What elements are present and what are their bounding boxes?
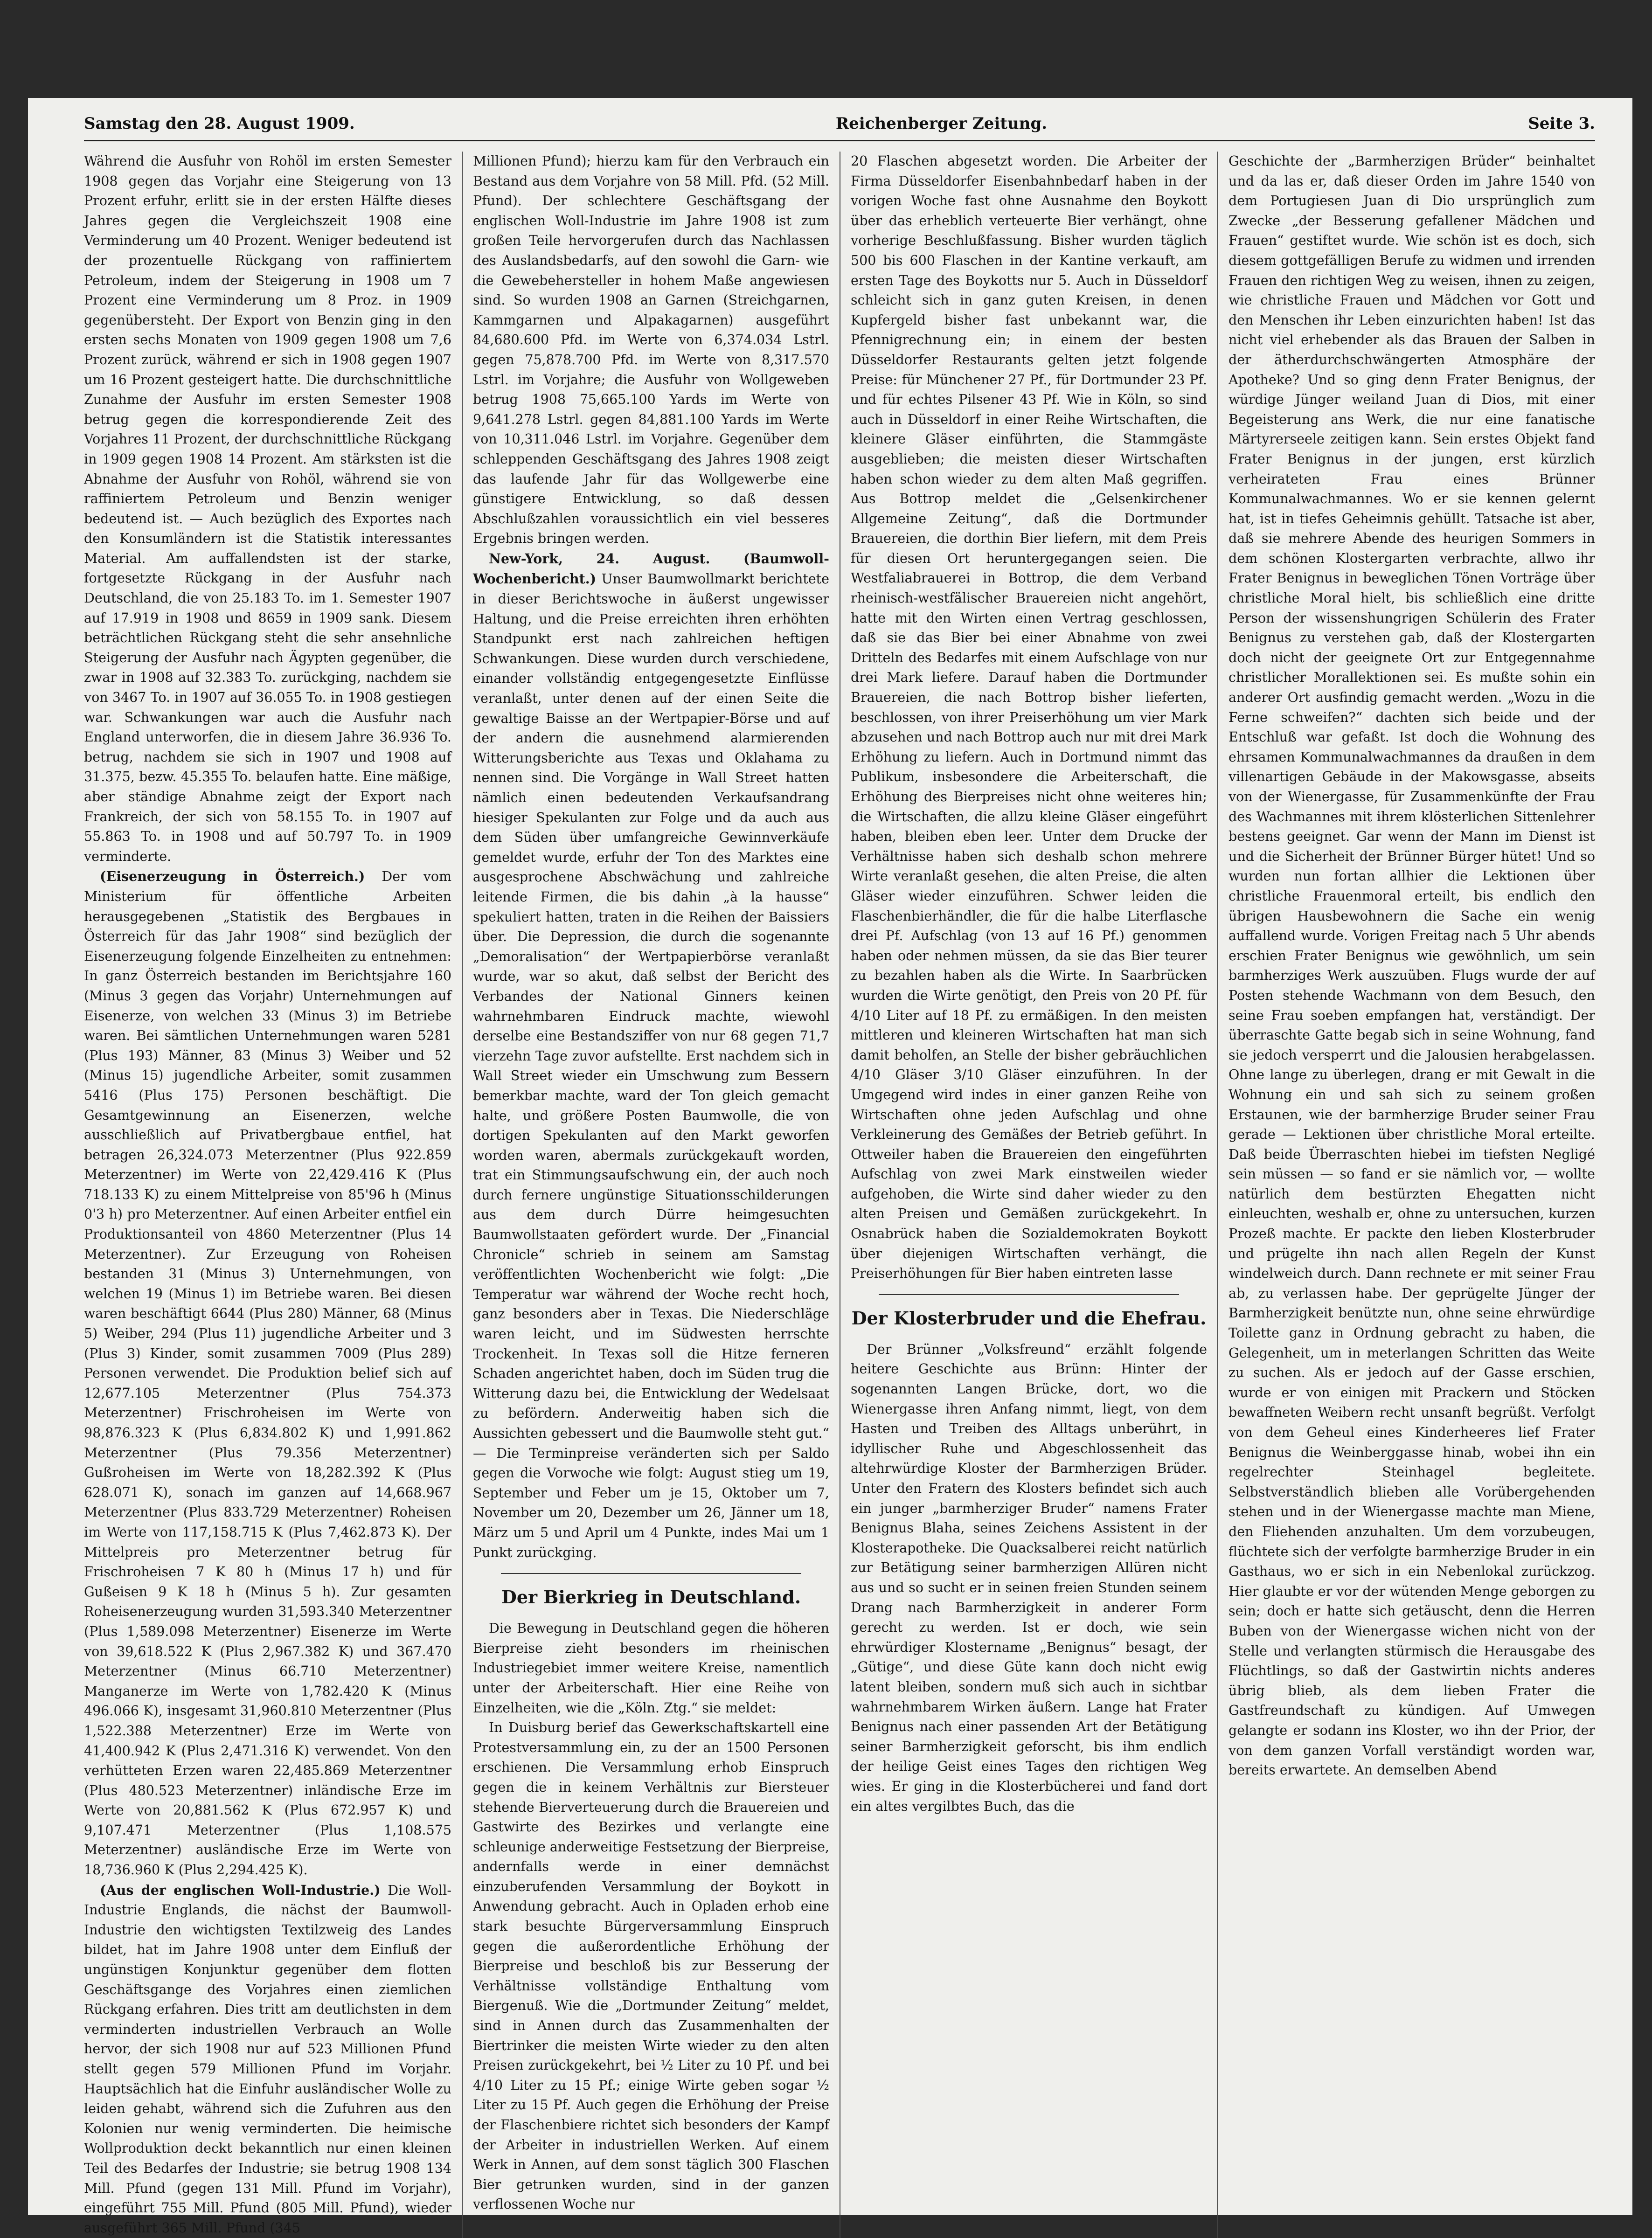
article-lead: (Aus der englischen Woll-Industrie.) <box>100 1882 381 1898</box>
section-rule <box>501 1573 801 1574</box>
column-1 <box>84 152 462 2238</box>
text-columns <box>84 152 1595 2236</box>
column-3 <box>840 152 1217 2238</box>
running-head <box>84 107 1595 141</box>
article-lead: (Eisenerzeugung in Österreich.) <box>100 868 365 885</box>
article-wool-continued: Millionen Pfund); hierzu kam für den Verbrauch ein Bestand aus dem Vorjahre von 58 Mill. Pfd. (52 Mill. Pfund). Der schlechtere Geschäftsgang der englischen Woll-Industrie im Jahre 1908 ist zum großen Teile hervorgerufen durch das Nachlassen des Auslandsbedarfs, auf den sowohl die Garn- wie die Gewebehersteller in hohem Maße angewiesen sind. So wurden 1908 an Garnen (Streichgarnen, Kammgarnen und Alpakagarnen) ausgeführt 84,680.600 Pfd. im Werte von 6,374.034 Lstrl. gegen 75,878.700 Pfd. im Werte von 8,317.570 Lstrl. im Vorjahre; die Ausfuhr von Wollgeweben betrug 1908 75,665.100 Yards im Werte von 9,641.278 Lstrl. gegen 84,881.100 Yards im Werte von 10,311.046 Lstrl. im Vorjahre. Gegenüber dem schleppenden Geschäftsgang des Jahres 1908 zeigt das laufende Jahr für das Wollgewerbe eine günstigere Entwicklung, so daß dessen Abschlußzahlen voraussichtlich ein viel besseres Ergebnis bringen werden. <box>473 153 829 547</box>
article-cotton-report <box>473 549 829 1563</box>
headline-beer-war: Der Bierkrieg in Deutschland. <box>501 1587 801 1608</box>
article-monk-story-continued: Geschichte der „Barmherzigen Brüder“ beinhaltet und da las er, daß dieser Orden im Jahre 1540 von dem Portugiesen Juan di Dio ursprünglich zum Zwecke „der Besserung gefallener Mädchen und Frauen“ gestiftet wurde. Wie schön ist es doch, sich diesem gottgefälligen Berufe zu widmen und irrenden Frauen den richtigen Weg zu weisen, ihnen zu zeigen, wie christliche Frauen und Mädchen vor Gott und den Menschen ihr Leben einzurichten haben! Ist das nicht viel erhebender als das Brauen der Salben in der ätherdurchschwängerten Atmosphäre der Apotheke? Und so ging denn Frater Benignus, der würdige Jünger weiland Juan di Dios, mit einer Begeisterung ans Werk, die nur eine fanatische Märtyrerseele zeitigen kann. Sein erstes Objekt fand Frater Benignus in der jungen, erst kürzlich verheirateten Frau eines Brünner Kommunalwachmannes. Wo er sie kennen gelernt hat, ist in tiefes Geheimnis gehüllt. Tatsache ist aber, daß sie mehrere Abende des heurigen Sommers in dem schönen Klostergarten verbrachte, allwo ihr Frater Benignus in beweglichen Tönen Vorträge über christliche Moral hielt, bis schließlich eine dritte Person der wissenshungrigen Schülerin des Frater Benignus zu verstehen gab, daß der Klostergarten doch nicht der geeignete Ort zur Entgegennahme christlicher Morallektionen sei. Es mußte sohin ein anderer Ort ausfindig gemacht werden. „Wozu in die Ferne schweifen?“ dachten sich beide und der Entschluß war gefaßt. Ist doch die Wohnung des ehrsamen Kommunalwachmannes da draußen in dem villenartigen Gebäude in der Makowsgasse, abseits von der Wienergasse, für Zusammenkünfte der Frau des Wachmannes mit ihrem klösterlichen Sittenlehrer bestens geeignet. Gar wenn der Mann im Dienst ist und die Sicherheit der Brünner Bürger hütet! Und so wurden nun fortan allhier die Lektionen über christliche Frauenmoral erteilt, bis endlich den übrigen Hausbewohnern die Sache ein wenig auffallend wurde. Vorigen Freitag nach 5 Uhr abends erschien Frater Benignus wie gewöhnlich, um sein barmherziges Werk auszuüben. Flugs wurde der auf Posten stehende Wachmann von dem Besuch, den seine Frau soeben empfangen hat, verständigt. Der überraschte Gatte begab sich in seine Wohnung, fand sie jedoch versperrt und die Jalousien herabgelassen. Ohne lange zu überlegen, drang er mit Gewalt in die Wohnung ein und sah sich zu seinem großen Erstaunen, wie der barmherzige Bruder seiner Frau gerade — Lektionen über christliche Moral erteilte. Daß beide Überraschten hiebei im tiefsten Negligé sein müssen — so fand er sie nämlich vor, — wollte natürlich dem bestürzten Ehegatten nicht einleuchten, weshalb er, ohne zu untersuchen, kurzen Prozeß machte. Er packte den lieben Klosterbruder und prügelte ihn nach allen Regeln der Kunst windelweich durch. Dann rechnete er mit seiner Frau ab, zu verlassen habe. Der geprügelte Jünger der Barmherzigkeit benützte nun, ohne seine ehrwürdige Toilette ganz in Ordnung gebracht zu haben, die Gelegenheit, um in meterlangen Schritten das Weite zu suchen. Als er jedoch auf der Gasse erschien, wurde er von einigen mit Prackern und Stöcken bewaffneten Weibern recht unsanft begrüßt. Verfolgt von dem Geheul eines Kinderheeres lief Frater Benignus die Weinberggasse hinab, wobei ihn ein regelrechter Steinhagel begleitete. Selbstverständlich blieben alle Vorübergehenden stehen und in der Wienergasse machte man Miene, den Fliehenden anzuhalten. Um dem vorzubeugen, flüchtete sich der verfolgte barmherzige Bruder in ein Gasthaus, wo er sich in ein Nebenlokal zurückzog. Hier glaubte er vor der wütenden Menge geborgen zu sein; doch er hatte sich getäuscht, denn die Herren Buben von der Wienergasse wichen nicht von der Stelle und verlangten stürmisch die Herausgabe des Flüchtlings, so daß der Gastwirtin nichts anderes übrig blieb, als dem lieben Frater die Gastfreundschaft zu kündigen. Auf Umwegen gelangte er sodann ins Kloster, wo ihn der Prior, der von dem ganzen Vorfall verständigt worden war, bereits erwartete. An demselben Abend <box>1229 153 1595 1778</box>
article-body: Der vom Ministerium für öffentliche Arbeiten herausgegebenen „Statistik des Bergbaues in Österreich für das Jahr 1908“ sind bezüglich der Eisenerzeugung folgende Einzelheiten zu entnehmen: In ganz Österreich bestanden im Berichtsjahre 160 (Minus 3 gegen das Vorjahr) Unternehmungen auf Eisenerze, von welchen 33 (Minus 3) im Betriebe waren. Bei sämtlichen Unternehmungen waren 5281 (Plus 193) Männer, 83 (Minus 3) Weiber und 52 (Minus 15) jugendliche Arbeiter, somit zusammen 5416 (Plus 175) Personen beschäftigt. Die Gesamtgewinnung an Eisenerzen, welche ausschließlich auf Privatbergbaue entfiel, hat betragen 26,324.073 Meterzentner (Plus 922.859 Meterzentner) im Werte von 22,429.416 K (Plus 718.133 K) zu einem Mittelpreise von 85'96 h (Minus 0'3 h) pro Meterzentner. Auf einen Arbeiter entfiel ein Produktionsanteil von 4860 Meterzentner (Plus 14 Meterzentner). Zur Erzeugung von Roheisen bestanden 31 (Minus 3) Unternehmungen, von welchen 19 (Minus 1) im Betriebe waren. Bei diesen waren beschäftigt 6644 (Plus 280) Männer, 68 (Minus 5) Weiber, 294 (Plus 11) jugendliche Arbeiter und 3 (Plus 3) Kinder, somit zusammen 7009 (Plus 289) Personen verwendet. Die Produktion belief sich auf 12,677.105 Meterzentner (Plus 754.373 Meterzentner) Frischroheisen im Werte von 98,876.323 K (Plus 6,834.802 K) und 1,991.862 Meterzentner (Plus 79.356 Meterzentner) Gußroheisen im Werte von 18,282.392 K (Plus 628.071 K), sonach im ganzen auf 14,668.967 Meterzentner (Plus 833.729 Meterzentner) Roheisen im Werte von 117,158.715 K (Plus 7,462.873 K). Der Mittelpreis pro Meterzentner betrug für Frischroheisen 7 K 80 h (Minus 17 h) und für Gußeisen 9 K 18 h (Minus 5 h). Zur gesamten Roheisenerzeugung wurden 31,593.340 Meterzentner (Plus 1,589.098 Meterzentner) Eisenerze im Werte von 39,618.522 K (Plus 2,967.382 K) und 367.470 Meterzentner (Minus 66.710 Meterzentner) Manganerze im Werte von 1,782.420 K (Minus 496.066 K), insgesamt 31,960.810 Meterzentner (Plus 1,522.388 Meterzentner) Erze im Werte von 41,400.942 K (Plus 2,471.316 K) verwendet. Von den verhütteten Erzen waren 22,485.869 Meterzentner (Plus 480.523 Meterzentner) inländische Erze im Werte von 20,881.562 K (Plus 672.957 K) und 9,107.471 Meterzentner (Plus 1,108.575 Meterzentner) ausländische Erze im Werte von 18,736.960 K (Plus 2,294.425 K). <box>84 869 452 1878</box>
headline-monk-and-wife: Der Klosterbruder und die Ehefrau. <box>851 1307 1207 1329</box>
masthead: Reichenberger Zeitung. <box>835 114 1048 133</box>
article-iron-production <box>84 866 451 1880</box>
article-body: Unser Baumwollmarkt berichtete in dieser Berichtswoche in äußerst ungewisser Haltung, und die Preise erreichten ihren erhöhten Standpunkt erst nach zahlreichen heftigen Schwankungen. Diese wurden durch verschiedene, einander vollständig entgegengesetzte Einflüsse veranlaßt, unter denen auf der einen Seite die gewaltige Baisse an der Wertpapier-Börse und auf der andern die ausnehmend alarmierenden Witterungsberichte aus Texas und Oklahama zu nennen sind. Die Vorgänge in Wall Street hatten nämlich einen bedeutenden Verkaufsandrang hiesiger Spekulanten zur Folge und da auch aus dem Süden über umfangreiche Gewinnverkäufe gemeldet wurde, erfuhr der Ton des Marktes eine ausgesprochene Abschwächung und zahlreiche leitende Firmen, die bis dahin „à la hausse“ spekuliert hatten, traten in die Reihen der Baissiers über. Die Depression, die durch die sogenannte „Demoralisation“ der Wertpapierbörse veranlaßt wurde, war so akut, daß selbst der Bericht des Verbandes der National Ginners keinen wahrnehmbaren Eindruck machte, wiewohl derselbe eine Bestandsziffer von nur 68 gegen 71,7 vierzehn Tage zuvor aufstellte. Erst nachdem sich in Wall Street wieder ein Umschwung zum Bessern bemerkbar machte, ward der Ton gleich gemacht halte, und größere Posten Baumwolle, die von dortigen Spekulanten auf den Markt geworfen worden waren, abermals zurückgekauft worden, trat ein Stimmungsaufschwung ein, der auch noch durch fernere ungünstige Situationsschilderungen aus dem durch Dürre heimgesuchten Baumwollstaaten gefördert wurde. Der „Financial Chronicle“ schrieb in seinem am Samstag veröffentlichten Wochenbericht wie folgt: „Die Temperatur war während der Woche recht hoch, ganz besonders aber in Texas. Die Niederschläge waren leicht, und im Südwesten herrschte Trockenheit. In Texas soll die Hitze ferneren Schaden angerichtet haben, doch im Süden trug die Witterung dazu bei, die Entwicklung der Wedelsaat zu befördern. Anderweitig haben sich die Aussichten gebessert und die Baumwolle steht gut.“ — Die Terminpreise veränderten sich per Saldo gegen die Vorwoche wie folgt: August stieg um 19, September und Feber um je 15, Oktober um 7, November um 20, Dezember um 26, Jänner um 18, März um 5 und April um 4 Punkte, indes Mai um 1 Punkt zurückging. <box>473 571 829 1560</box>
article-oil-export: Während die Ausfuhr von Rohöl im ersten Semester 1908 gegen das Vorjahr eine Steigerung von 13 Prozent erfuhr, erlitt sie in der ersten Hälfte dieses Jahres gegen die Vergleichszeit 1908 eine Verminderung um 40 Prozent. Weniger bedeutend ist der prozentuelle Rückgang von raffiniertem Petroleum, indem der Steigerung in 1908 um 7 Prozent eine Verminderung um 8 Proz. in 1909 gegenübersteht. Der Export von Benzin ging in den ersten sechs Monaten von 1909 gegen 1908 um 7,6 Prozent zurück, während er sich in 1908 gegen 1907 um 16 Prozent gesteigert hatte. Die durchschnittliche Zunahme der Ausfuhr im ersten Semester 1908 betrug gegen die korrespondierende Zeit des Vorjahres 11 Prozent, der durchschnittliche Rückgang in 1909 gegen 1908 14 Prozent. Am stärksten ist die Abnahme der Ausfuhr von Rohöl, während sie von raffiniertem Petroleum und Benzin weniger bedeutend ist. — Auch bezüglich des Exportes nach den Konsumländern ist die Statistik interessantes Material. Am auffallendsten ist der starke, fortgesetzte Rückgang in der Ausfuhr nach Deutschland, die von 25.183 To. im 1. Semester 1907 auf 17.919 in 1908 und 8659 in 1909 sank. Diesem beträchtlichen Rückgang steht die sehr ansehnliche Steigerung der Ausfuhr nach Ägypten gegenüber, die zwar in 1908 auf 32.383 To. zurückging, nachdem sie von 3467 To. in 1907 auf 36.055 To. in 1908 gestiegen war. Schwankungen war auch die Ausfuhr nach England unterworfen, die in diesem Jahre 36.936 To. betrug, nachdem sie sich in 1907 und 1908 auf 31.375, bezw. 45.355 To. belaufen hatte. Eine mäßige, aber ständige Abnahme zeigt der Export nach Frankreich, der sich von 58.155 To. in 1907 auf 55.863 To. in 1908 und auf 50.797 To. in 1909 verminderte. <box>84 153 451 864</box>
section-rule <box>879 1294 1179 1295</box>
article-beer-war-intro: Die Bewegung in Deutschland gegen die höheren Bierpreise zieht besonders im rheinischen Industriegebiet immer weitere Kreise, namentlich unter der Arbeiterschaft. Hier eine Reihe von Einzelheiten, wie die „Köln. Ztg.“ sie meldet: <box>473 1621 829 1716</box>
column-2 <box>462 152 840 2238</box>
article-body: Die Woll-Industrie Englands, die nächst der Baumwoll-Industrie den wichtigsten Textilzweig des Landes bildet, hat im Jahre 1908 unter dem Einfluß der ungünstigen Konjunktur gegenüber dem flotten Geschäftsgange des Vorjahres einen ziemlichen Rückgang erfahren. Dies tritt am deutlichsten in dem verminderten industriellen Verbrauch an Wolle hervor, der sich 1908 nur auf 523 Millionen Pfund stellt gegen 579 Millionen Pfund im Vorjahr. Hauptsächlich hat die Einfuhr ausländischer Wolle zu leiden gehabt, während sich die Zufuhren aus den Kolonien nur wenig verminderten. Die heimische Wollproduktion deckt bekanntlich nur einen kleinen Teil des Bedarfes der Industrie; sie betrug 1908 134 Mill. Pfund (gegen 131 Mill. Pfund im Vorjahr), eingeführt 755 Mill. Pfund (805 Mill. Pfund), wieder ausgeführt 365 Mill. Pfund (345 <box>84 1882 451 2236</box>
column-4 <box>1217 152 1595 2238</box>
article-beer-war-body: In Duisburg berief das Gewerkschaftskartell eine Protestversammlung ein, zu der an 1500 Personen erschienen. Die Versammlung erhob Einspruch gegen die in keinem Verhältnis zur Biersteuer stehende Bierverteuerung durch die Brauereien und Gastwirte des Bezirkes und verlangte eine schleunige anderweitige Festsetzung der Bierpreise, andernfalls werde in einer demnächst einzuberufenden Versammlung der Boykott in Anwendung gebracht. Auch in Opladen erhob eine stark besuchte Bürgerversammlung Einspruch gegen die außerordentliche Erhöhung der Bierpreise und beschloß bis zur Besserung der Verhältnisse vollständige Enthaltung vom Biergenuß. Wie die „Dortmunder Zeitung“ meldet, sind in Annen durch das Zusammenhalten der Biertrinker die meisten Wirte wieder zu den alten Preisen zurückgekehrt, bei ½ Liter zu 10 Pf. und bei 4/10 Liter zu 15 Pf.; einige Wirte geben sogar ½ Liter zu 15 Pf. Auch gegen die Erhöhung der Preise der Flaschenbiere richtet sich besonders der Kampf der Arbeiter in industriellen Werken. Auf einem Werk in Annen, auf dem sonst täglich 300 Flaschen Bier getrunken wurden, sind in der ganzen verflossenen Woche nur <box>473 1720 829 2212</box>
page-number: Seite 3. <box>1528 114 1595 133</box>
article-beer-war-continued: 20 Flaschen abgesetzt worden. Die Arbeiter der Firma Düsseldorfer Eisenbahnbedarf haben in der vorigen Woche fast ohne Ausnahme den Boykott über das erheblich verteuerte Bier verhängt, ohne vorherige Beschlußfassung. Bisher wurden täglich 500 bis 600 Flaschen in der Kantine verkauft, am ersten Tage des Boykotts nur 5. Auch in Düsseldorf schleicht sich in ganz guten Kreisen, in denen Kupfergeld bisher fast unbekannt war, die Pfennigrechnung ein; in einem der besten Düsseldorfer Restaurants gelten jetzt folgende Preise: für Münchener 27 Pf., für Dortmunder 23 Pf. und für echtes Pilsener 43 Pf. Wie in Köln, so sind auch in Düsseldorf in einer Reihe Wirtschaften, die kleinere Gläser einführten, die Stammgäste ausgeblieben; die meisten dieser Wirtschaften haben schon wieder zu dem alten Maß gegriffen. Aus Bottrop meldet die „Gelsenkirchener Allgemeine Zeitung“, daß die Dortmunder Brauereien, die dorthin Bier liefern, mit dem Preis für diesen Ort heruntergegangen seien. Die Westfaliabrauerei in Bottrop, die dem Verband rheinisch-westfälischer Brauereien nicht angehört, hatte mit den Wirten einen Vertrag geschlossen, daß sie das Bier bei einer Abnahme von zwei Dritteln des Bedarfes mit einem Aufschlage von nur drei Mark liefere. Darauf haben die Dortmunder Brauereien, die nach Bottrop bisher lieferten, beschlossen, von ihrer Preiserhöhung um vier Mark abzusehen und nach Bottrop auch nur mit drei Mark Erhöhung zu liefern. Auch in Dortmund nimmt das Publikum, insbesondere die Arbeiterschaft, die Erhöhung des Bierpreises nicht ohne weiteres hin; die Wirtschaften, die allzu kleine Gläser eingeführt haben, bleiben eben leer. Unter dem Drucke der Verhältnisse haben sich deshalb schon mehrere Wirte veranlaßt gesehen, die alten Preise, die alten Gläser wieder einzuführen. Schwer leiden die Flaschenbierhändler, die für die halbe Literflasche drei Pf. Aufschlag (von 13 auf 16 Pf.) genommen haben oder nehmen müssen, da sie das Bier teurer zu bezahlen haben als die Wirte. In Saarbrücken wurden die Wirte genötigt, den Preis von 20 Pf. für 4/10 Liter auf 18 Pf. zu ermäßigen. In den meisten mittleren und kleineren Wirtschaften hat man sich damit beholfen, an Stelle der bisher gebräuchlichen 4/10 Gläser 3/10 Gläser einzuführen. In der Umgegend wird indes in einer ganzen Reihe von Wirtschaften ohne jeden Aufschlag und ohne Verkleinerung des Gemäßes der Betrieb geführt. In Ottweiler haben die Brauereien den eingeführten Aufschlag von zwei Mark einstweilen wieder aufgehoben, die Wirte sind daher wieder zu den alten Preisen und Gemäßen zurückgekehrt. In Osnabrück haben die Sozialdemokraten Boykott über diejenigen Wirtschaften verhängt, die Preiserhöhungen für Bier haben eintreten lasse <box>851 153 1207 1282</box>
article-lead: New-York, 24. August. (Baumwoll-Wochenbericht.) <box>473 550 829 587</box>
article-monk-story: Der Brünner „Volksfreund“ erzählt folgende heitere Geschichte aus Brünn: Hinter der sogenannten Langen Brücke, dort, wo die Wienergasse ihren Anfang nimmt, liegt, von dem Hasten und Treiben des Alltags unberührt, in idyllischer Ruhe und Abgeschlossenheit das altehrwürdige Kloster der Barmherzigen Brüder. Unter den Fratern des Klosters befindet sich auch ein junger „barmherziger Bruder“ namens Frater Benignus Blaha, seines Zeichens Assistent in der Klosterapotheke. Die Quacksalberei reicht natürlich zur Betätigung seiner barmherzigen Allüren nicht aus und so sucht er in seinen freien Stunden seinem Drang nach Barmherzigkeit in anderer Form gerecht zu werden. Ist er doch, wie sein ehrwürdiger Klostername „Benignus“ besagt, der „Gütige“, und diese Güte kann doch nicht ewig latent bleiben, sondern muß sich auch in sichtbar wahrnehmbarem Wirken äußern. Lange hat Frater Benignus nach einer passenden Art der Betätigung seiner Barmherzigkeit geforscht, bis ihm endlich der heilige Geist eines Tages den richtigen Weg wies. Er ging in die Klosterbücherei und fand dort ein altes vergilbtes Buch, das die <box>851 1341 1207 1814</box>
article-english-wool <box>84 1880 451 2238</box>
issue-date: Samstag den 28. August 1909. <box>84 114 355 133</box>
newspaper-page <box>28 98 1632 2236</box>
